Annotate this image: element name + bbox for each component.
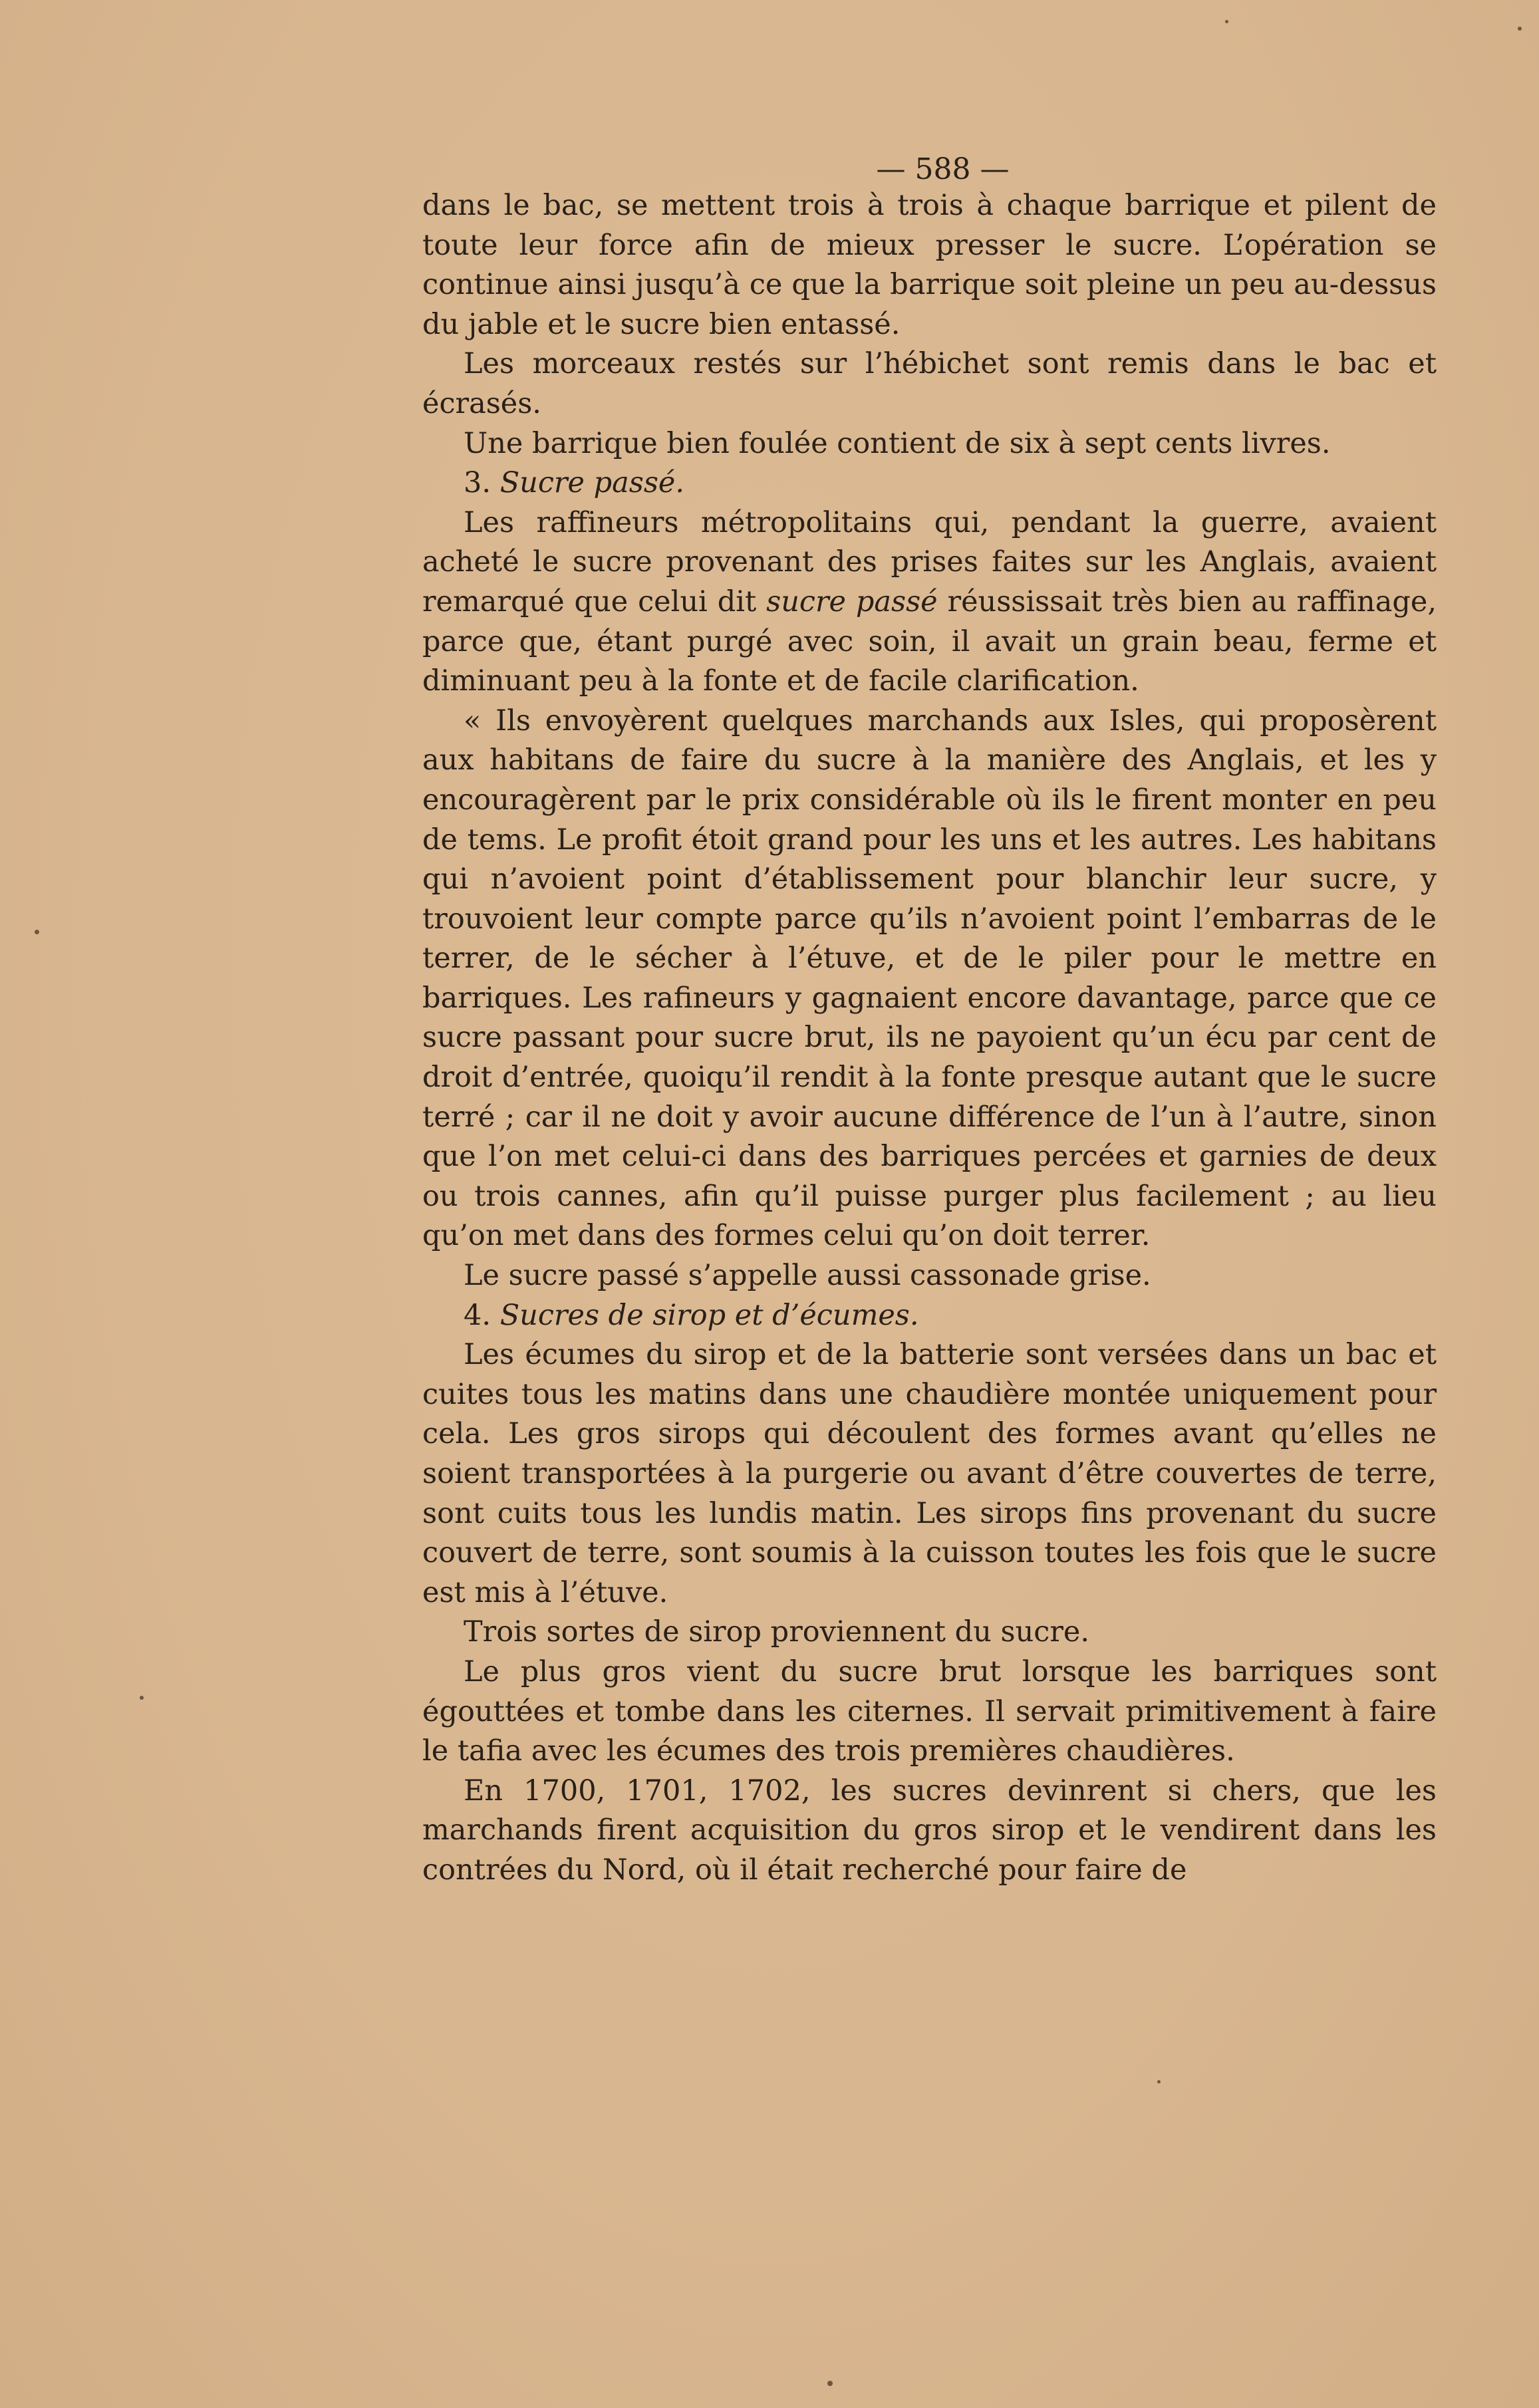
paragraph-4-part-b: réussissait très bien au raffinage, parce que, étant purgé avec soin, il avait un grain beau, ferme et diminuant peu à la fonte et de facile clarification. bbox=[422, 585, 1437, 698]
section-title: Sucre passé. bbox=[499, 466, 685, 500]
paper-speck bbox=[35, 930, 39, 934]
paragraph-4-italic: sucre passé bbox=[766, 585, 938, 618]
paper-speck bbox=[1518, 27, 1522, 31]
paragraph-10: En 1700, 1701, 1702, les sucres devinrent si chers, que les marchands firent acquisition du gros sirop et le vendirent dans les contrées du Nord, où il était recherché pour faire de bbox=[422, 1774, 1437, 1887]
paragraph-2: Les morceaux restés sur l’hébichet sont remis dans le bac et écrasés. bbox=[422, 347, 1437, 420]
section-heading-3 bbox=[422, 464, 1437, 503]
paragraph-1: dans le bac, se mettent trois à trois à chaque barrique et pilent de toute leur force afin de mieux presser le sucre. L’opération se continue ainsi jusqu’à ce que la barrique soit pleine un peu au-dessus du jable et le sucre bien entassé. bbox=[422, 189, 1437, 341]
paragraph-9: Le plus gros vient du sucre brut lorsque les barriques sont égouttées et tombe dans les citernes. Il servait primitivement à faire le tafia avec les écumes des trois premières chaudières. bbox=[422, 1655, 1437, 1768]
section-heading-4 bbox=[422, 1296, 1437, 1336]
paper-speck bbox=[1157, 2080, 1161, 2083]
paragraph-7: Les écumes du sirop et de la batterie sont versées dans un bac et cuites tous les matins dans une chaudière montée uniquement pour cela. Les gros sirops qui découlent des formes avant qu’elles ne soient transportées à la purgerie ou avant d’être couvertes de terre, sont cuits tous les lundis matin. Les sirops fins provenant du sucre couvert de terre, sont soumis à la cuisson toutes les fois que le sucre est mis à l’étuve. bbox=[422, 1338, 1437, 1609]
paper-speck bbox=[1225, 20, 1228, 23]
section-title: Sucres de sirop et d’écumes. bbox=[499, 1298, 919, 1332]
section-number: 3. bbox=[464, 466, 491, 500]
paragraph-8: Trois sortes de sirop proviennent du sucre. bbox=[464, 1615, 1090, 1649]
paragraph-5-quotation: « Ils envoyèrent quelques marchands aux Isles, qui proposèrent aux habitans de faire du sucre à la manière des Anglais, et les y encouragèrent par le prix considérable où ils le firent monter en peu de tems. Le profit étoit grand pour les uns et les autres. Les habitans qui n’avoient point d’établissement pour blanchir leur sucre, y trouvoient leur compte parce qu’ils n’avoient point l’embarras de le terrer, de le sécher à l’étuve, et de le piler pour le mettre en barriques. Les rafineurs y gagnaient encore davantage, parce que ce sucre passant pour sucre brut, ils ne payoient qu’un écu par cent de droit d’entrée, quoiqu’il rendit à la fonte presque autant que le sucre terré ; car il ne doit y avoir aucune différence de l’un à l’autre, sinon que l’on met celui-ci dans des barriques percées et garnies de deux ou trois cannes, afin qu’il puisse purger plus facilement ; au lieu qu’on met dans des formes celui qu’on doit terrer. bbox=[422, 704, 1437, 1253]
paragraph-6: Le sucre passé s’appelle aussi cassonade grise. bbox=[464, 1259, 1151, 1293]
paragraph-3: Une barrique bien foulée contient de six à sept cents livres. bbox=[464, 426, 1331, 460]
paper-speck bbox=[827, 2381, 833, 2386]
paragraph-4 bbox=[422, 503, 1437, 702]
paper-speck bbox=[140, 1696, 144, 1700]
page-number: — 588 — bbox=[876, 152, 1010, 186]
paragraph-4-part-a: Les raffineurs métropolitains qui, pendant la guerre, avaient acheté le sucre provenant des prises faites sur les Anglais, avaient remarqué que celui dit bbox=[422, 505, 1437, 618]
body-text bbox=[422, 146, 1437, 1891]
section-number: 4. bbox=[464, 1298, 491, 1332]
